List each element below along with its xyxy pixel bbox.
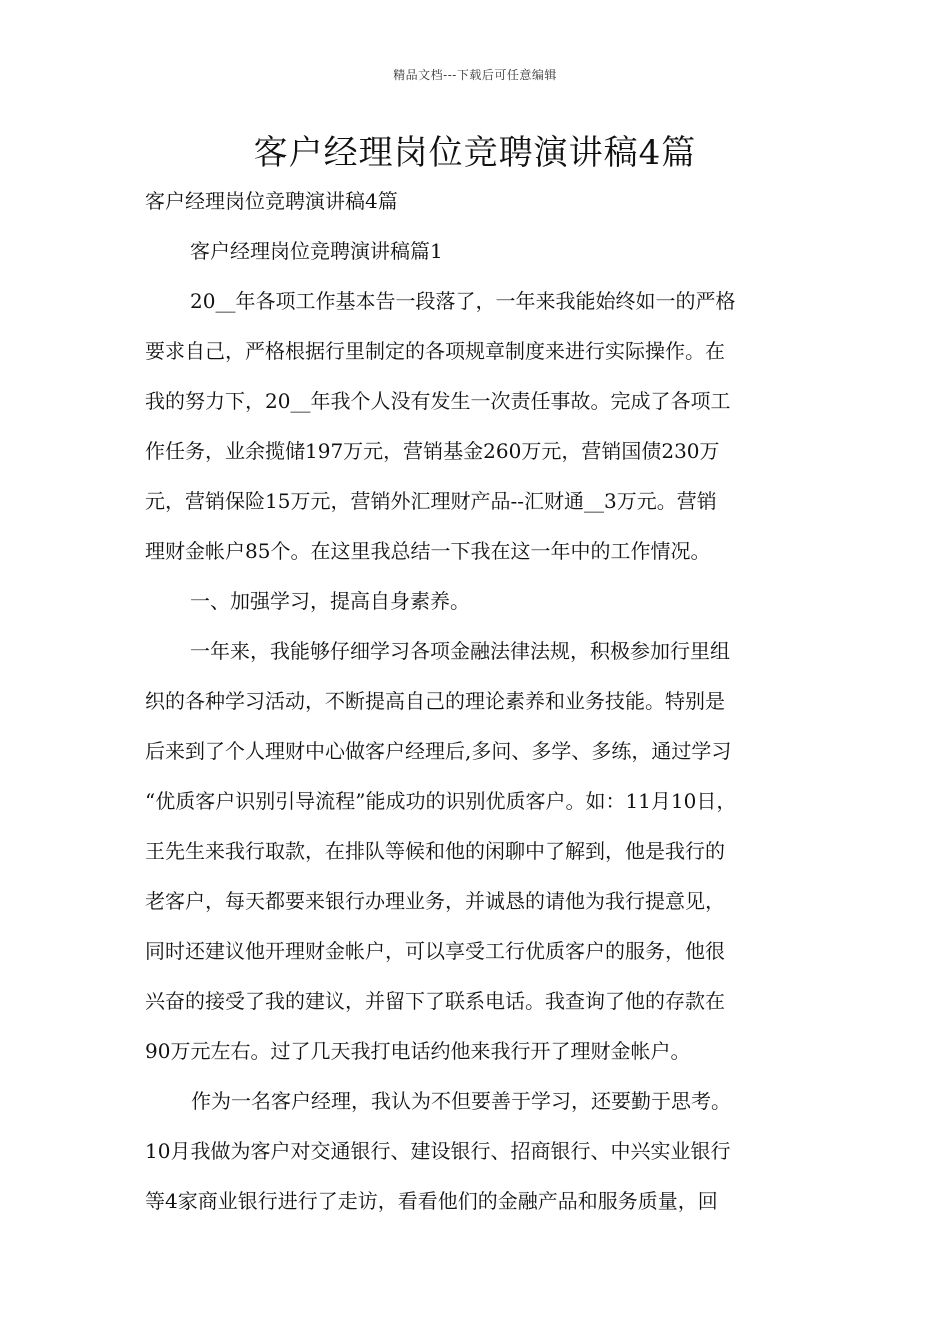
body-line: 同时还建议他开理财金帐户，可以享受工行优质客户的服务，他很 bbox=[145, 939, 725, 963]
body-line: 后来到了个人理财中心做客户经理后,多问、多学、多练，通过学习 bbox=[145, 739, 732, 763]
body-line: 理财金帐户85个。在这里我总结一下我在这一年中的工作情况。 bbox=[145, 539, 711, 563]
body-line: 王先生来我行取款，在排队等候和他的闲聊中了解到，他是我行的 bbox=[145, 839, 725, 863]
body-line: 90万元左右。过了几天我打电话约他来我行开了理财金帐户。 bbox=[145, 1039, 691, 1063]
body-line: 作任务，业余揽储197万元，营销基金260万元，营销国债230万 bbox=[145, 439, 720, 463]
body-line: 我的努力下，20__年我个人没有发生一次责任事故。完成了各项工 bbox=[145, 389, 731, 413]
body-line: 老客户，每天都要来银行办理业务，并诚恳的请他为我行提意见， bbox=[145, 889, 725, 913]
body-line: 作为一名客户经理，我认为不但要善于学习，还要勤于思考。 bbox=[191, 1089, 731, 1113]
body-line: 10月我做为客户对交通银行、建设银行、招商银行、中兴实业银行 bbox=[145, 1139, 731, 1163]
body-line: 元，营销保险15万元，营销外汇理财产品--汇财通__3万元。营销 bbox=[145, 489, 717, 513]
document-title: 客户经理岗位竞聘演讲稿4篇 bbox=[253, 133, 697, 173]
document-body bbox=[145, 176, 825, 1226]
body-line: 织的各种学习活动，不断提高自己的理论素养和业务技能。特别是 bbox=[145, 689, 725, 713]
body-line: 要求自己，严格根据行里制定的各项规章制度来进行实际操作。在 bbox=[145, 339, 725, 363]
header-note: 精品文档---下载后可任意编辑 bbox=[393, 68, 557, 82]
subtitle: 客户经理岗位竞聘演讲稿4篇 bbox=[145, 189, 398, 213]
body-line: 等4家商业银行进行了走访，看看他们的金融产品和服务质量，回 bbox=[145, 1189, 718, 1213]
body-line: 兴奋的接受了我的建议，并留下了联系电话。我查询了他的存款在 bbox=[145, 989, 725, 1013]
section-heading: 客户经理岗位竞聘演讲稿篇1 bbox=[190, 239, 443, 263]
section-point-heading: 一、加强学习，提高自身素养。 bbox=[190, 589, 470, 613]
body-line: 20__年各项工作基本告一段落了，一年来我能始终如一的严格 bbox=[190, 289, 736, 313]
body-line: “优质客户识别引导流程”能成功的识别优质客户。如：11月10日， bbox=[145, 789, 737, 813]
body-line: 一年来，我能够仔细学习各项金融法律法规，积极参加行里组 bbox=[190, 639, 730, 663]
